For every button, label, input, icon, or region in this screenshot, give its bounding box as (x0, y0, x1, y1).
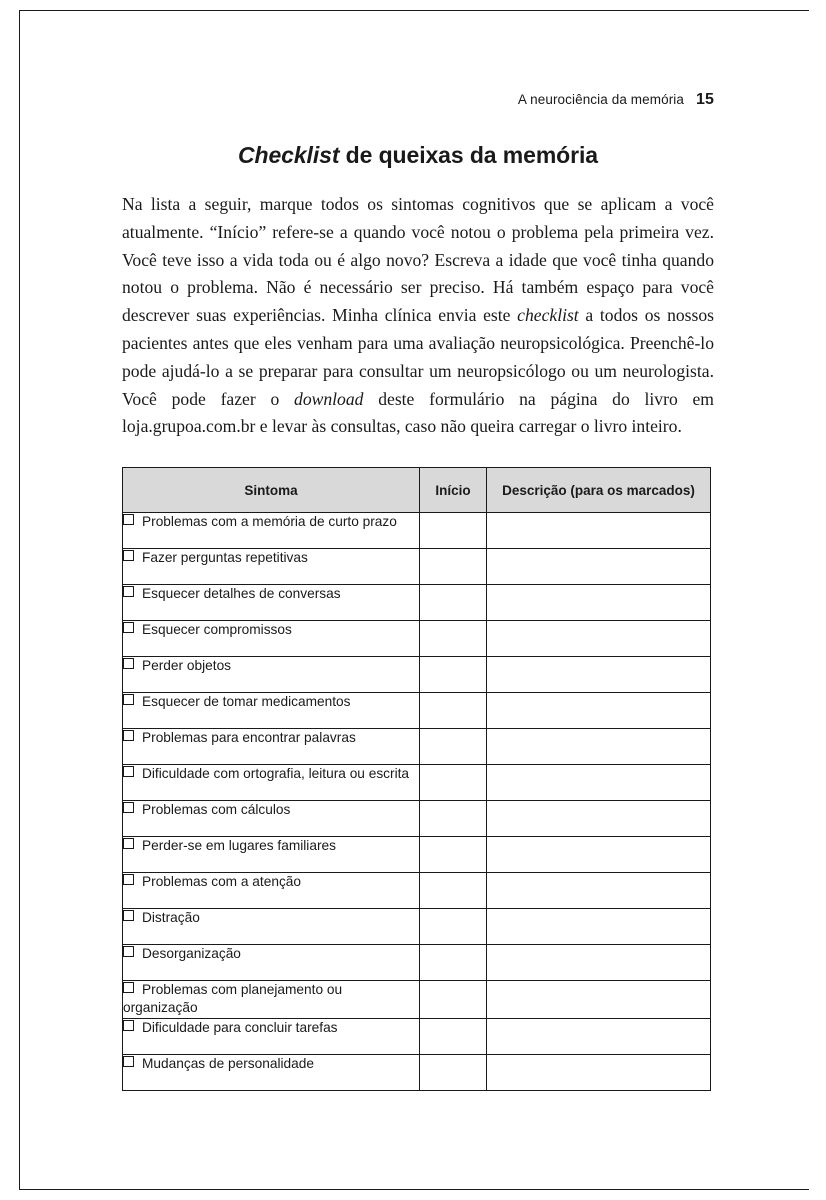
symptom-label: Problemas com planejamento ou organização (123, 982, 343, 1016)
checkbox-icon[interactable] (123, 550, 134, 561)
symptom-cell (123, 729, 420, 765)
symptom-cell (123, 1054, 420, 1090)
symptom-label: Esquecer compromissos (142, 622, 292, 638)
table-row (123, 1054, 711, 1090)
symptom-cell (123, 1018, 420, 1054)
intro-italic-download: download (294, 388, 364, 409)
symptom-label: Mudanças de personalidade (142, 1055, 314, 1071)
symptom-label: Esquecer detalhes de conversas (142, 586, 341, 602)
onset-input-cell[interactable] (420, 1054, 487, 1090)
onset-input-cell[interactable] (420, 909, 487, 945)
checkbox-icon[interactable] (123, 658, 134, 669)
intro-text-part-1: Na lista a seguir, marque todos os sintomas cognitivos que se aplicam a você atualmente. “Início” refere-se a quando você notou o problema pela primeira vez. Você teve isso a vida toda ou é algo novo? Escreva a idade que você tinha quando notou o problema. Não é necessário ser preciso. Há também espaço para você descrever suas experiências. Minha clínica envia este (122, 194, 714, 326)
table-header-row (123, 468, 711, 513)
table-row (123, 981, 711, 1018)
onset-input-cell[interactable] (420, 837, 487, 873)
description-input-cell[interactable] (487, 513, 711, 549)
symptom-cell (123, 621, 420, 657)
symptom-cell (123, 513, 420, 549)
page-edge-left-rule (19, 10, 20, 1190)
intro-italic-checklist: checklist (517, 305, 579, 326)
checkbox-icon[interactable] (123, 1020, 134, 1031)
symptom-label: Dificuldade para concluir tarefas (142, 1019, 338, 1035)
table-row (123, 909, 711, 945)
table-row (123, 549, 711, 585)
symptom-label: Esquecer de tomar medicamentos (142, 694, 351, 710)
symptom-cell (123, 873, 420, 909)
onset-input-cell[interactable] (420, 513, 487, 549)
description-input-cell[interactable] (487, 837, 711, 873)
symptom-cell (123, 945, 420, 981)
description-input-cell[interactable] (487, 765, 711, 801)
description-input-cell[interactable] (487, 801, 711, 837)
symptom-label: Problemas com a memória de curto prazo (142, 514, 397, 530)
onset-input-cell[interactable] (420, 729, 487, 765)
checkbox-icon[interactable] (123, 1056, 134, 1067)
checkbox-icon[interactable] (123, 622, 134, 633)
column-header-description: Descrição (para os marcados) (487, 468, 711, 513)
symptom-label: Dificuldade com ortografia, leitura ou escrita (142, 766, 410, 782)
page-title-rest: de queixas da memória (339, 142, 598, 168)
table-row (123, 585, 711, 621)
symptom-cell (123, 837, 420, 873)
page-title (122, 142, 714, 169)
page-title-italic: Checklist (238, 142, 340, 168)
checkbox-icon[interactable] (123, 838, 134, 849)
checkbox-icon[interactable] (123, 910, 134, 921)
onset-input-cell[interactable] (420, 693, 487, 729)
symptom-cell (123, 909, 420, 945)
column-header-onset: Início (420, 468, 487, 513)
checkbox-icon[interactable] (123, 730, 134, 741)
description-input-cell[interactable] (487, 729, 711, 765)
onset-input-cell[interactable] (420, 1018, 487, 1054)
symptom-cell (123, 657, 420, 693)
description-input-cell[interactable] (487, 945, 711, 981)
symptom-cell (123, 693, 420, 729)
onset-input-cell[interactable] (420, 801, 487, 837)
onset-input-cell[interactable] (420, 765, 487, 801)
running-head (122, 92, 714, 108)
intro-text-part-3: deste formulário na página do livro em loja.grupoa.com.br e levar às consultas, caso não queira carregar o livro inteiro. (122, 388, 714, 437)
description-input-cell[interactable] (487, 657, 711, 693)
table-row (123, 621, 711, 657)
checkbox-icon[interactable] (123, 694, 134, 705)
table-row (123, 873, 711, 909)
running-head-text: A neurociência da memória (517, 92, 684, 107)
symptom-label: Problemas com cálculos (142, 802, 291, 818)
onset-input-cell[interactable] (420, 873, 487, 909)
symptom-cell (123, 585, 420, 621)
table-row (123, 1018, 711, 1054)
description-input-cell[interactable] (487, 1018, 711, 1054)
onset-input-cell[interactable] (420, 657, 487, 693)
symptom-label: Desorganização (142, 946, 241, 962)
checkbox-icon[interactable] (123, 586, 134, 597)
description-input-cell[interactable] (487, 1054, 711, 1090)
checkbox-icon[interactable] (123, 982, 134, 993)
onset-input-cell[interactable] (420, 585, 487, 621)
description-input-cell[interactable] (487, 873, 711, 909)
checkbox-icon[interactable] (123, 514, 134, 525)
table-row (123, 945, 711, 981)
checkbox-icon[interactable] (123, 874, 134, 885)
description-input-cell[interactable] (487, 585, 711, 621)
symptom-label: Problemas com a atenção (142, 874, 302, 890)
table-row (123, 657, 711, 693)
description-input-cell[interactable] (487, 693, 711, 729)
symptom-label: Distração (142, 910, 200, 926)
memory-complaints-table (122, 467, 711, 1090)
symptom-label: Perder-se em lugares familiares (142, 838, 336, 854)
symptom-cell (123, 765, 420, 801)
table-row (123, 693, 711, 729)
description-input-cell[interactable] (487, 549, 711, 585)
checkbox-icon[interactable] (123, 802, 134, 813)
onset-input-cell[interactable] (420, 981, 487, 1018)
symptom-cell (123, 549, 420, 585)
intro-paragraph (122, 191, 714, 441)
description-input-cell[interactable] (487, 909, 711, 945)
symptom-cell (123, 801, 420, 837)
symptom-cell (123, 981, 420, 1018)
table-row (123, 765, 711, 801)
checkbox-icon[interactable] (123, 946, 134, 957)
page-content (122, 92, 714, 1091)
table-row (123, 837, 711, 873)
table-row (123, 801, 711, 837)
description-input-cell[interactable] (487, 621, 711, 657)
page-number: 15 (696, 91, 714, 108)
page-edge-top-rule (19, 10, 809, 11)
description-input-cell[interactable] (487, 981, 711, 1018)
symptom-label: Problemas para encontrar palavras (142, 730, 356, 746)
symptom-label: Perder objetos (142, 658, 232, 674)
table-row (123, 513, 711, 549)
onset-input-cell[interactable] (420, 549, 487, 585)
column-header-symptom: Sintoma (123, 468, 420, 513)
intro-text-part-2: a todos os nossos pacientes antes que eles venham para uma avaliação neuropsicológica. Preenchê-lo pode ajudá-lo a se preparar para consultar um neuropsicólogo ou um neurologista. Você pode fazer o (122, 305, 714, 409)
onset-input-cell[interactable] (420, 945, 487, 981)
page-edge-bottom-rule (19, 1189, 809, 1190)
onset-input-cell[interactable] (420, 621, 487, 657)
symptom-label: Fazer perguntas repetitivas (142, 550, 308, 566)
table-row (123, 729, 711, 765)
checkbox-icon[interactable] (123, 766, 134, 777)
table-body (123, 513, 711, 1090)
